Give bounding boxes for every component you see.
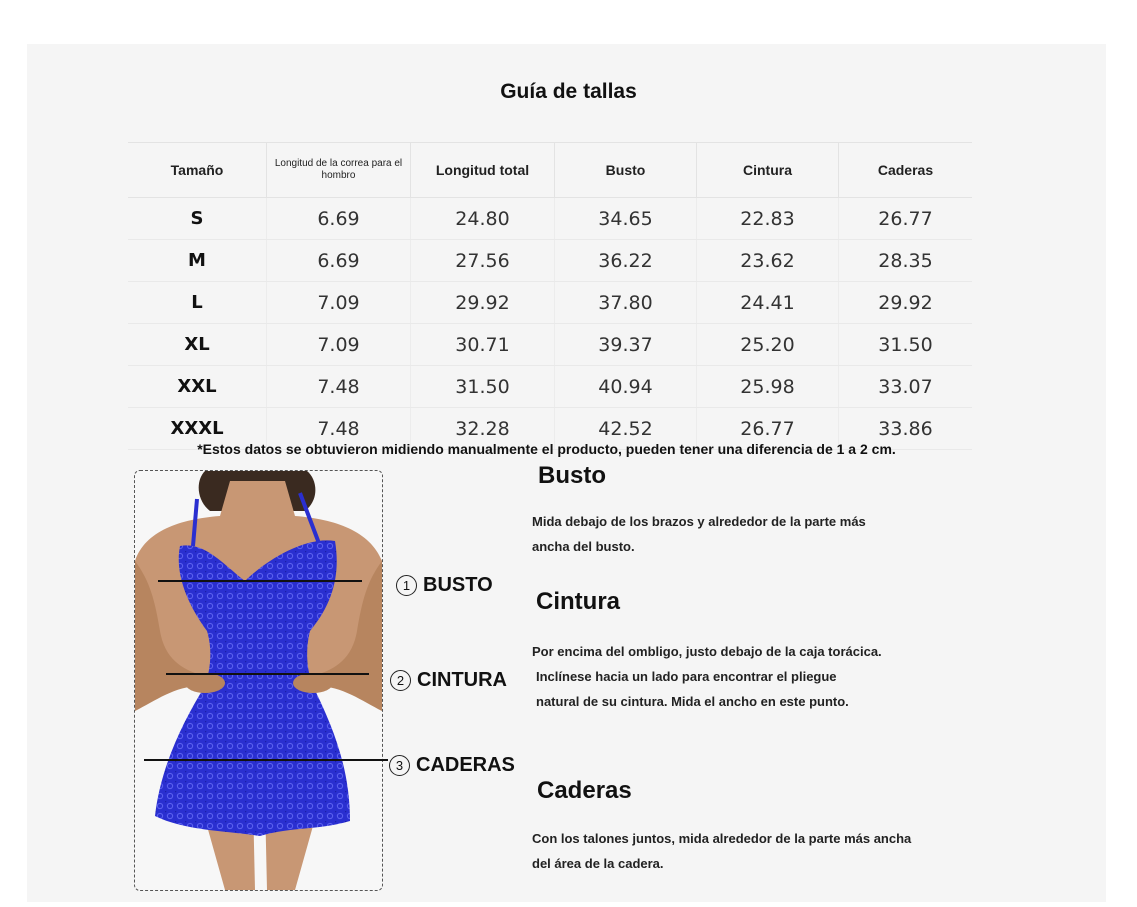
measure-cell: 7.48 [267,366,411,408]
measure-cell: 34.65 [555,198,697,240]
hips-heading: Caderas [537,777,632,804]
hips-desc-line: Con los talones juntos, mida alrededor de la parte más ancha [532,831,912,846]
waist-measure-line [166,673,369,675]
waist-description [532,639,882,714]
col-header-waist: Cintura [697,143,839,198]
measure-cell: 27.56 [411,240,555,282]
measure-cell: 37.80 [555,282,697,324]
measure-cell: 40.94 [555,366,697,408]
hips-description [532,826,911,876]
size-table [128,142,972,450]
bust-heading: Busto [538,462,606,489]
page-title: Guía de tallas [500,80,637,103]
measure-cell: 7.09 [267,324,411,366]
table-row [128,240,972,282]
measure-cell: 31.50 [411,366,555,408]
measure-cell: 29.92 [411,282,555,324]
table-header-row [128,143,972,198]
col-header-total-length: Longitud total [411,143,555,198]
waist-desc-line: Inclínese hacia un lado para encontrar el pliegue [536,669,837,684]
measure-cell: 28.35 [839,240,973,282]
measure-cell: 33.07 [839,366,973,408]
table-row [128,282,972,324]
measure-cell: 42.52 [555,408,697,450]
measure-cell: 24.80 [411,198,555,240]
hips-desc-line: del área de la cadera. [532,856,664,871]
bust-measure-line [158,580,362,582]
bust-desc-line: ancha del busto. [532,539,635,554]
measure-cell: 31.50 [839,324,973,366]
measure-cell: 23.62 [697,240,839,282]
waist-marker-label: CINTURA [417,669,507,691]
col-header-hips: Caderas [839,143,973,198]
col-header-bust: Busto [555,143,697,198]
measure-cell: 39.37 [555,324,697,366]
hip-measure-line [144,759,388,761]
measure-cell: 29.92 [839,282,973,324]
model-illustration [134,470,383,891]
hips-marker-number: 3 [389,755,410,776]
waist-marker-number: 2 [390,670,411,691]
bust-description [532,509,866,559]
measure-cell: 26.77 [839,198,973,240]
col-header-strap-length: Longitud de la correa para el hombro [267,143,411,198]
measure-cell: 7.09 [267,282,411,324]
table-row [128,198,972,240]
measure-cell: 30.71 [411,324,555,366]
measure-cell: 25.98 [697,366,839,408]
measure-cell: 6.69 [267,198,411,240]
measure-cell: 25.20 [697,324,839,366]
table-row [128,324,972,366]
col-header-size: Tamaño [128,143,267,198]
size-cell: M [128,240,267,282]
bust-marker-label: BUSTO [423,574,493,596]
measure-cell: 22.83 [697,198,839,240]
size-cell: XL [128,324,267,366]
model-figure [135,471,382,890]
measure-cell: 7.48 [267,408,411,450]
waist-desc-line: Por encima del ombligo, justo debajo de la caja torácica. [532,644,882,659]
right-hand [293,673,333,693]
waist-marker [390,669,507,692]
measurement-note: *Estos datos se obtuvieron midiendo manualmente el producto, pueden tener una diferencia de 1 a 2 cm. [197,441,896,457]
hips-marker [389,754,515,777]
measure-cell: 26.77 [697,408,839,450]
bust-marker-number: 1 [396,575,417,596]
left-hand [185,673,225,693]
waist-heading: Cintura [536,588,620,615]
bust-marker [396,574,493,597]
table-row [128,366,972,408]
measure-cell: 32.28 [411,408,555,450]
hips-marker-label: CADERAS [416,754,515,776]
measure-cell: 36.22 [555,240,697,282]
measure-cell: 33.86 [839,408,973,450]
bust-desc-line: Mida debajo de los brazos y alrededor de la parte más [532,514,866,529]
size-cell: S [128,198,267,240]
size-cell: XXXL [128,408,267,450]
measure-cell: 24.41 [697,282,839,324]
measure-cell: 6.69 [267,240,411,282]
waist-desc-line: natural de su cintura. Mida el ancho en este punto. [536,694,849,709]
size-cell: XXL [128,366,267,408]
size-cell: L [128,282,267,324]
